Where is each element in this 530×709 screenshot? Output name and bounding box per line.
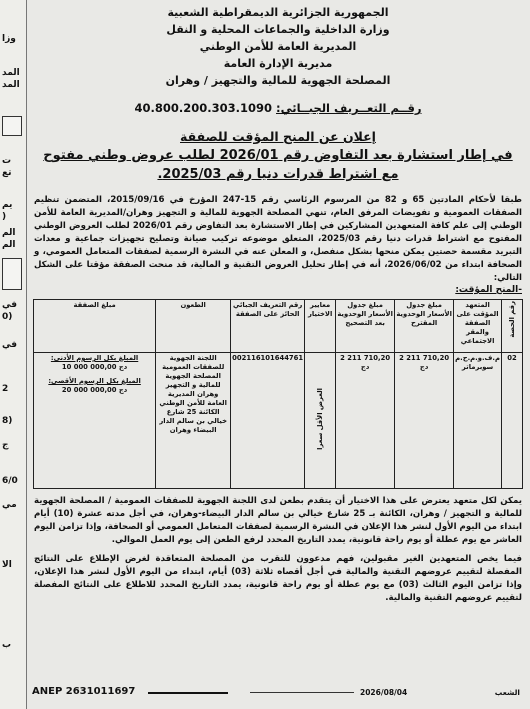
cell-proposed: 2 211 710,20 دج (395, 353, 454, 489)
provisional-award-heading: -المنح المؤقت: (455, 285, 522, 295)
col-proposed: مبلغ جدول الأسعار الوحدوية المقترح (395, 300, 454, 353)
criterion-text: العرض الأقل سعرا (315, 388, 324, 450)
side-text: يم (2, 200, 13, 210)
side-text: ( (2, 212, 7, 222)
col-holder: المتعهد المؤقت على الصفقة والمقر الاجتماعي (454, 300, 502, 353)
side-text: في (2, 340, 17, 350)
tax-id-value: 40.800.200.303.1090 (134, 101, 272, 115)
side-text: المد (2, 68, 20, 78)
body-paragraph: طبقا لأحكام المادتين 65 و 82 من المرسوم الرئاسي رقم 15-247 المؤرخ في 2015/09/16، المتضمن تنظيم الصفقات العمومية و تفويضات المرفق العام، تنهي المصلحة الجهوية للمالية و التجهيز وهران/المديرية العامة للأمن الوطني إلى علم كافة المتعهدين المشاركين في إطار الاستشارة بعد التفاوض رقم 2026/01 لطلب العروض الوطني المفتوح مع اشتراط قدرات دنيا رقم 2025/03، المتعلق موضوعه تركيب صيانة وتصليح تجهيزات جماعية و معدات التبريد مقسمة حصتين يمكن منحها بشكل منفصل، و المعلن عنه في النشرة الرسمية لصفقات المتعامل العمومي، و الصحافة ابتداء من 2026/06/02، أنه في إطار تحليل العروض التقنية و المالية، قد منحت الصفقة مؤقتا على الشكل التالي: (34, 195, 523, 283)
rejected-bidders-paragraph: فيما يخص المتعهدين الغير مقبولين، فهم مدعوون للتقرب من المصلحة المتعاقدة لغرض الإطلاع على النتائج المفصلة لتقييم عروضهم التقنية والمالية في أجل أقصاه ثلاثة (03) أيام، ابتداء من اليوم الأول لنشر هذا الإعلان، وإذا تزامن اليوم الثالث (03) مع يوم عطلة أو يوم راحة قانونية، يمدد التاريخ المحدد للاطلاع على النتائج المفصلة لتقييم عروضهم التقنية والمالية. (34, 554, 523, 603)
letterhead-line: المصلحة الجهوية للمالية والتجهيز / وهران (165, 74, 391, 87)
side-text: ب (2, 640, 12, 650)
side-text: الم (2, 228, 16, 238)
side-text: المد (2, 80, 20, 90)
col-criterion: معايير الاختيار (305, 300, 336, 353)
amount-min-value: 10 000 000,00 دج (61, 363, 128, 371)
anep-reference: ANEP 2631011697 (32, 686, 136, 697)
letterhead-line: وزارة الداخلية والجماعات المحلية و النقل (166, 23, 390, 36)
announcement (30, 6, 526, 702)
tax-id-label: رقــم التعــريف الجبــائي: (276, 101, 422, 115)
letterhead-line: مديرية الإدارة العامة (223, 57, 333, 70)
side-text: وزا (2, 34, 16, 44)
letterhead-line: المديرية العامة للأمن الوطني (199, 40, 357, 53)
cell-corrected: 2 211 710,20 دج (336, 353, 395, 489)
side-text: 2 (2, 384, 9, 394)
cell-amount (34, 353, 156, 489)
col-lot: رقم الحصة (502, 300, 523, 353)
side-text: ج (2, 440, 9, 450)
side-text: (0 (2, 312, 13, 322)
cell-tax-id: 002116101644761 (231, 353, 305, 489)
side-text: الم (2, 240, 16, 250)
amount-max-label: المبلغ بكل الرسوم الأقصى: (48, 377, 141, 385)
side-text: تع (2, 168, 12, 178)
cell-criterion (305, 353, 336, 489)
appeal-paragraph: يمكن لكل متعهد يعترض على هذا الاختيار أن يتقدم بطعن لدى اللجنة الجهوية للصفقات العمومية / المصلحة الجهوية للمالية و التجهيز / وهران، الكائنة بـ 25 شارع خيالي بن سالم الدار البيضاء-وهران، في أجل مدته عشرة (10) أيام ابتداء من اليوم الأول لنشر هذا الإعلان في النشرة الرسمية لصفقات المتعامل العمومي أو الصحافة، وإذا تزامن اليوم العاشر مع يوم عطلة أو يوم راحة قانونية، يمدد التاريخ المحدد لرفع الطعن إلى يوم العمل الموالي. (34, 496, 522, 545)
table-row (34, 353, 523, 489)
letterhead (30, 4, 526, 89)
cell-appeals: اللجنة الجهوية للصفقات العمومية المصلحة الجهوية للمالية و التجهيز وهران المديرية العامة للأمن الوطني الكائنة 25 شارع خيالي بن سالم الدار البيضاء وهران (156, 353, 231, 489)
title-line-2: في إطار استشارة بعد التفاوض رقم 2026/01 لطلب عروض وطني مفتوح (43, 148, 513, 163)
col-appeals: الطعون (156, 300, 231, 353)
side-text: 6/0 (2, 476, 18, 486)
side-text: في (2, 300, 17, 310)
table-header-row (34, 300, 523, 353)
footer (30, 686, 526, 702)
side-text: ت (2, 156, 12, 166)
side-text: مي (2, 500, 17, 510)
side-box (2, 258, 22, 290)
adjacent-column-fragment (0, 0, 26, 709)
side-box (2, 116, 22, 136)
footer-rule (148, 692, 228, 694)
cell-lot: 02 (502, 353, 523, 489)
title-line-1: إعلان عن المنح المؤقت للصفقة (180, 129, 376, 144)
amount-max-value: 20 000 000,00 دج (61, 386, 128, 394)
tax-id (30, 101, 526, 115)
side-text: الا (2, 560, 12, 570)
col-amount: مبلغ الصفقة (34, 300, 156, 353)
col-tax-id: رقم التعريف الجبائي الحائز على الصفقة (231, 300, 305, 353)
footer-rule (250, 692, 354, 693)
newspaper-name: الشعب (494, 688, 520, 697)
title-line-3: مع اشتراط قدرات دنيا رقم 2025/03. (157, 167, 399, 182)
col-corrected: مبلغ جدول الأسعار الوحدوية بعد التصحيح (336, 300, 395, 353)
publication-date: 2026/08/04 (360, 688, 408, 697)
column-rule (26, 0, 27, 709)
announcement-title (30, 127, 526, 184)
award-table (33, 299, 523, 489)
side-text: (8 (2, 416, 13, 426)
amount-min-label: المبلغ بكل الرسوم الأدنى: (50, 354, 139, 362)
cell-holder: م.ف.و.م.ح.م سوبرماتر (454, 353, 502, 489)
letterhead-line: الجمهورية الجزائرية الديمقراطية الشعبية (167, 6, 389, 19)
